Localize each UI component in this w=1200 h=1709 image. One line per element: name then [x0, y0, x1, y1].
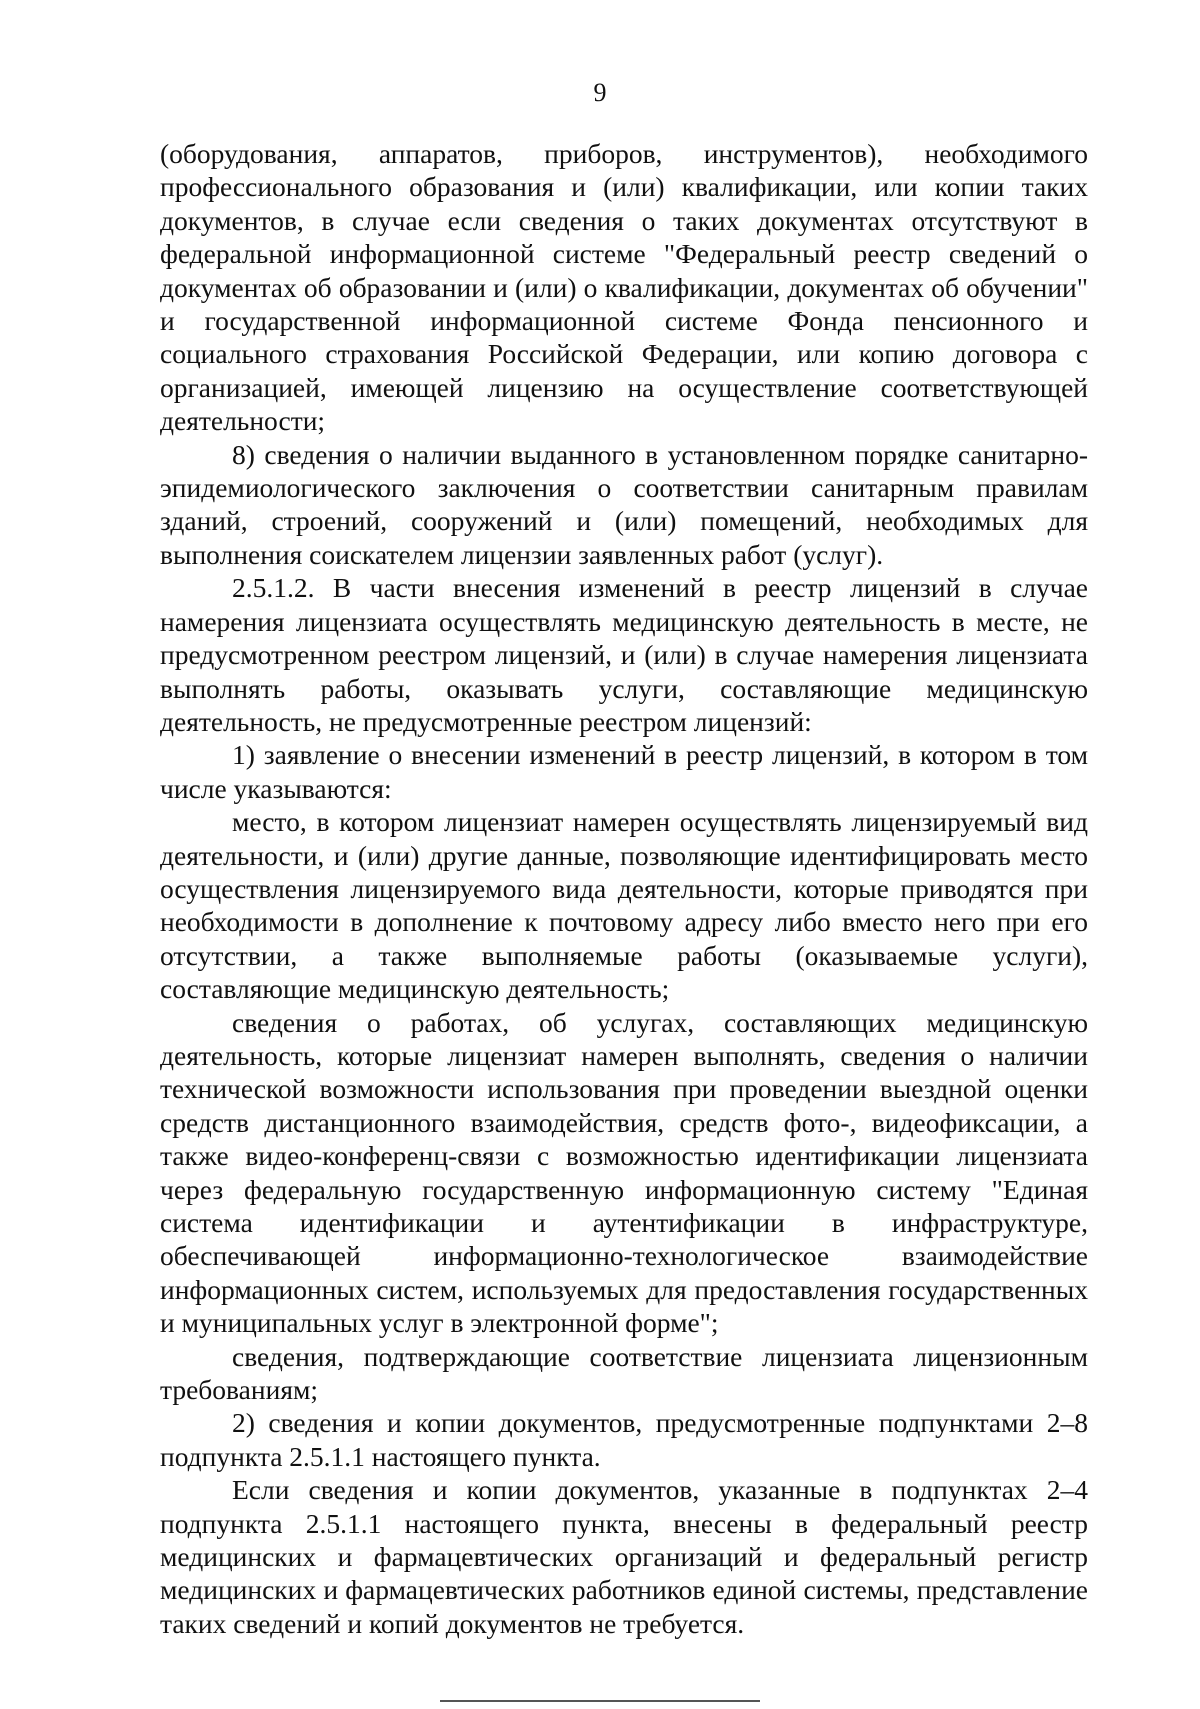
paragraph-section-2-5-1-2: 2.5.1.2. В части внесения изменений в реестр лицензий в случае намерения лицензиата осуществлять медицинскую деятельность в месте, не предусмотренном реестром лицензий, и (или) в случае намерения лицензиата выполнять работы, оказывать услуги, составляющие медицинскую деятельность, не предусмотренные реестром лицензий:	[160, 572, 1088, 737]
paragraph-works-info: сведения о работах, об услугах, составляющих медицинскую деятельность, которые лицензиат намерен выполнять, сведения о наличии технической возможности использования при проведении выездной оценки средств дистанционного взаимодействия, средств фото-, видеофиксации, а также видео-конференц-связи с возможностью идентификации лицензиата через федеральную государственную информационную систему "Единая система идентификации и аутентификации в инфраструктуре, обеспечивающей информационно-технологическое взаимодействие информационных систем, используемых для предоставления государственных и муниципальных услуг в электронной форме";	[160, 1006, 1088, 1339]
paragraph-compliance: сведения, подтверждающие соответствие лицензиата лицензионным требованиям;	[160, 1340, 1088, 1406]
page-number: 9	[593, 78, 607, 107]
paragraph-place: место, в котором лицензиат намерен осуществлять лицензируемый вид деятельности, и (или) другие данные, позволяющие идентифицировать место осуществления лицензируемого вида деятельности, которые приводятся при необходимости в дополнение к почтовому адресу либо вместо него при его отсутствии, а также выполняемые работы (оказываемые услуги), составляющие медицинскую деятельность;	[160, 806, 1088, 1005]
document-body	[160, 137, 1088, 1640]
paragraph-item-2: 2) сведения и копии документов, предусмотренные подпунктами 2–8 подпункта 2.5.1.1 настоящего пункта.	[160, 1407, 1088, 1472]
paragraph-item-8: 8) сведения о наличии выданного в установленном порядке санитарно-эпидемиологического заключения о соответствии санитарным правилам зданий, строений, сооружений и (или) помещений, необходимых для выполнения соискателем лицензии заявленных работ (услуг).	[160, 438, 1088, 570]
paragraph-exemption: Если сведения и копии документов, указанные в подпунктах 2–4 подпункта 2.5.1.1 настоящего пункта, внесены в федеральный реестр медицинских и фармацевтических организаций и федеральный регистр медицинских и фармацевтических работников единой системы, представление таких сведений и копий документов не требуется.	[160, 1474, 1088, 1639]
bottom-scan-line	[440, 1700, 760, 1702]
paragraph-item-1: 1) заявление о внесении изменений в реестр лицензий, в котором в том числе указываются:	[160, 739, 1088, 804]
paragraph-continuation: (оборудования, аппаратов, приборов, инструментов), необходимого профессионального образования и (или) квалификации, или копии таких документов, в случае если сведения о таких документах отсутствуют в федеральной информационной системе "Федеральный реестр сведений о документах об образовании и (или) о квалификации, документах об обучении" и государственной информационной системе Фонда пенсионного и социального страхования Российской Федерации, или копию договора с организацией, имеющей лицензию на осуществление соответствующей деятельности;	[160, 138, 1088, 437]
